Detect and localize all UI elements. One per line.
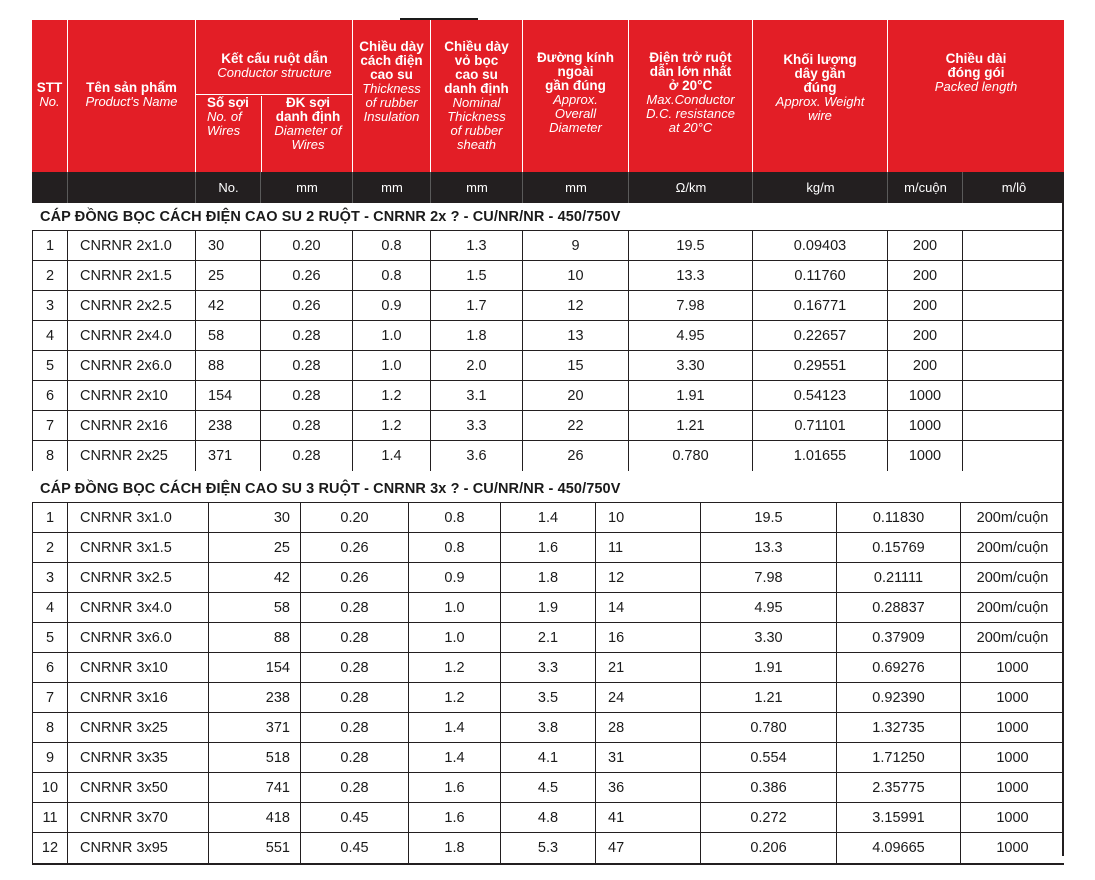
table-cell: 1.6 bbox=[408, 773, 500, 803]
header-packed: Chiều dài đóng gói Packed length bbox=[887, 20, 1064, 172]
table-cell: CNRNR 3x16 bbox=[67, 683, 208, 713]
table-cell: 1.2 bbox=[408, 653, 500, 683]
table-cell: 5.3 bbox=[500, 833, 595, 863]
table-cell: 1.9 bbox=[500, 593, 595, 623]
table-cell: CNRNR 2x4.0 bbox=[67, 321, 195, 351]
table-cell: CNRNR 3x10 bbox=[67, 653, 208, 683]
header-sheath: Chiều dày vỏ bọc cao su danh định Nominal Thickness of rubber sheath bbox=[430, 20, 522, 172]
table-cell: 200m/cuộn bbox=[960, 563, 1064, 593]
table-cell: 0.45 bbox=[300, 803, 408, 833]
table-cell: 14 bbox=[595, 593, 700, 623]
table-cell: 0.71101 bbox=[752, 411, 887, 441]
unit-cell bbox=[67, 172, 196, 203]
table-header bbox=[32, 20, 1064, 172]
table-cell: 1.4 bbox=[408, 713, 500, 743]
table-cell: 200m/cuộn bbox=[960, 503, 1064, 533]
table-cell: 1000 bbox=[960, 683, 1064, 713]
table-cell: 1.4 bbox=[352, 441, 430, 471]
table-cell: 7.98 bbox=[628, 291, 752, 321]
table-cell: 0.28 bbox=[260, 381, 352, 411]
unit-cell: mm bbox=[352, 172, 431, 203]
table-row bbox=[32, 712, 1064, 743]
table-cell: 7.98 bbox=[700, 563, 836, 593]
table-cell: 0.37909 bbox=[836, 623, 960, 653]
table-cell: 154 bbox=[195, 381, 260, 411]
table-cell: CNRNR 3x1.0 bbox=[67, 503, 208, 533]
unit-cell: m/cuộn bbox=[887, 172, 963, 203]
unit-cell bbox=[32, 172, 67, 203]
table-cell: 2 bbox=[32, 261, 67, 291]
table-cell: 1.2 bbox=[352, 411, 430, 441]
table-cell: 0.28 bbox=[300, 683, 408, 713]
table-cell: CNRNR 2x2.5 bbox=[67, 291, 195, 321]
table-cell: 2.0 bbox=[430, 351, 522, 381]
table-row bbox=[32, 682, 1064, 713]
table-cell: 551 bbox=[208, 833, 300, 863]
table-cell: 36 bbox=[595, 773, 700, 803]
table-row bbox=[32, 410, 1064, 441]
table-cell: 200m/cuộn bbox=[960, 593, 1064, 623]
unit-cell: mm bbox=[430, 172, 523, 203]
table-cell: 10 bbox=[595, 503, 700, 533]
table-cell: 25 bbox=[195, 261, 260, 291]
table-cell: 1.6 bbox=[408, 803, 500, 833]
table-cell: 1000 bbox=[960, 653, 1064, 683]
table-cell: 0.28 bbox=[300, 593, 408, 623]
table-cell: 0.554 bbox=[700, 743, 836, 773]
table-row bbox=[32, 772, 1064, 803]
table-row bbox=[32, 440, 1064, 471]
table-cell: 200m/cuộn bbox=[960, 533, 1064, 563]
table-cell: 0.8 bbox=[352, 261, 430, 291]
table-cell: 0.206 bbox=[700, 833, 836, 863]
table-cell: CNRNR 3x95 bbox=[67, 833, 208, 863]
table-cell: CNRNR 3x35 bbox=[67, 743, 208, 773]
table-cell: 371 bbox=[208, 713, 300, 743]
header-wires-en: No. of Wires bbox=[207, 109, 242, 138]
table-cell: 9 bbox=[522, 231, 628, 261]
table-cell: 31 bbox=[595, 743, 700, 773]
table-cell: 1.8 bbox=[408, 833, 500, 863]
table-cell bbox=[962, 351, 1064, 381]
section-title: CÁP ĐỒNG BỌC CÁCH ĐIỆN CAO SU 3 RUỘT - CNRNR 3x ? - CU/NR/NR - 450/750V bbox=[40, 481, 621, 497]
table-cell: 1000 bbox=[887, 441, 962, 471]
table-cell bbox=[962, 231, 1064, 261]
table-cell: 24 bbox=[595, 683, 700, 713]
table-row bbox=[32, 230, 1064, 261]
table-cell: 0.780 bbox=[628, 441, 752, 471]
table-cell: 0.26 bbox=[300, 533, 408, 563]
table-cell: 13 bbox=[522, 321, 628, 351]
table-cell: 1.4 bbox=[500, 503, 595, 533]
table-cell: 1.7 bbox=[430, 291, 522, 321]
table-row bbox=[32, 502, 1064, 533]
table-cell: 1.0 bbox=[352, 351, 430, 381]
table-cell: 0.28837 bbox=[836, 593, 960, 623]
table-cell: 12 bbox=[32, 833, 67, 863]
table-cell: 22 bbox=[522, 411, 628, 441]
table-cell: 8 bbox=[32, 713, 67, 743]
header-diameter-vi: ĐK sợi danh định bbox=[275, 95, 341, 124]
table-cell: 25 bbox=[208, 533, 300, 563]
table-cell: 0.26 bbox=[300, 563, 408, 593]
table-cell: 6 bbox=[32, 653, 67, 683]
table-cell: 3.6 bbox=[430, 441, 522, 471]
table-row bbox=[32, 742, 1064, 773]
table-cell: 21 bbox=[595, 653, 700, 683]
table-cell: 1.91 bbox=[700, 653, 836, 683]
table-cell: 3 bbox=[32, 291, 67, 321]
table-cell: 26 bbox=[522, 441, 628, 471]
table-cell: 19.5 bbox=[700, 503, 836, 533]
table-cell: 12 bbox=[522, 291, 628, 321]
table-cell: 0.28 bbox=[300, 743, 408, 773]
table-cell: 1.21 bbox=[700, 683, 836, 713]
table-cell: 0.9 bbox=[352, 291, 430, 321]
header-insulation: Chiều dày cách điện cao su Thickness of rubber Insulation bbox=[352, 20, 430, 172]
table-cell: 2.35775 bbox=[836, 773, 960, 803]
table-cell: 0.28 bbox=[300, 773, 408, 803]
table-cell: 3.30 bbox=[628, 351, 752, 381]
table-cell: 15 bbox=[522, 351, 628, 381]
section-title: CÁP ĐỒNG BỌC CÁCH ĐIỆN CAO SU 2 RUỘT - CNRNR 2x ? - CU/NR/NR - 450/750V bbox=[40, 209, 621, 225]
table-cell: CNRNR 2x1.5 bbox=[67, 261, 195, 291]
table-cell: 12 bbox=[595, 563, 700, 593]
table-cell: 238 bbox=[208, 683, 300, 713]
table-cell: 4 bbox=[32, 593, 67, 623]
table-cell: 13.3 bbox=[700, 533, 836, 563]
table-row bbox=[32, 320, 1064, 351]
table-cell: 4.8 bbox=[500, 803, 595, 833]
table-cell: 200 bbox=[887, 321, 962, 351]
table-cell: 0.386 bbox=[700, 773, 836, 803]
table-cell: 0.9 bbox=[408, 563, 500, 593]
table-cell: 0.92390 bbox=[836, 683, 960, 713]
table-cell: CNRNR 2x1.0 bbox=[67, 231, 195, 261]
table-cell: 20 bbox=[522, 381, 628, 411]
table-cell bbox=[962, 291, 1064, 321]
table-cell: 4.95 bbox=[700, 593, 836, 623]
table-cell: 10 bbox=[522, 261, 628, 291]
table-cell: 3.8 bbox=[500, 713, 595, 743]
table-cell bbox=[962, 321, 1064, 351]
table-cell: 3.3 bbox=[500, 653, 595, 683]
table-cell: 1000 bbox=[960, 833, 1064, 863]
table-cell: 0.28 bbox=[300, 623, 408, 653]
table-cell: CNRNR 3x25 bbox=[67, 713, 208, 743]
table-cell: 1.0 bbox=[408, 623, 500, 653]
table-cell: 1.32735 bbox=[836, 713, 960, 743]
table-cell: CNRNR 3x6.0 bbox=[67, 623, 208, 653]
unit-cell: mm bbox=[522, 172, 629, 203]
table-cell bbox=[962, 411, 1064, 441]
table-cell: 5 bbox=[32, 623, 67, 653]
table-cell: 0.780 bbox=[700, 713, 836, 743]
table-cell: 28 bbox=[595, 713, 700, 743]
table-cell: 1.4 bbox=[408, 743, 500, 773]
table-cell: 4.5 bbox=[500, 773, 595, 803]
header-overall: Đường kính ngoài gần đúng Approx. Overall Diameter bbox=[522, 20, 628, 172]
table-cell: 42 bbox=[208, 563, 300, 593]
table-cell: CNRNR 3x1.5 bbox=[67, 533, 208, 563]
table-cell: 1.2 bbox=[352, 381, 430, 411]
table-row bbox=[32, 380, 1064, 411]
table-cell: 0.272 bbox=[700, 803, 836, 833]
table-row bbox=[32, 260, 1064, 291]
header-wires-vi: Số sợi bbox=[207, 95, 249, 110]
unit-cell: m/lô bbox=[962, 172, 1065, 203]
table-row bbox=[32, 832, 1064, 865]
table-cell: 1.0 bbox=[408, 593, 500, 623]
table-cell: 1000 bbox=[960, 713, 1064, 743]
table-cell: 3 bbox=[32, 563, 67, 593]
table-cell: 1.21 bbox=[628, 411, 752, 441]
table-cell: 1000 bbox=[960, 773, 1064, 803]
header-resistance: Điện trở ruột dẫn lớn nhất ở 20°C Max.Conductor D.C. resistance at 20°C bbox=[628, 20, 752, 172]
unit-cell: mm bbox=[260, 172, 353, 203]
table-cell bbox=[962, 381, 1064, 411]
table-cell: 0.28 bbox=[260, 351, 352, 381]
table-cell: 0.11830 bbox=[836, 503, 960, 533]
table-cell: 200 bbox=[887, 261, 962, 291]
table-cell: 154 bbox=[208, 653, 300, 683]
table-cell: 4 bbox=[32, 321, 67, 351]
table-row bbox=[32, 290, 1064, 321]
table-cell: 0.45 bbox=[300, 833, 408, 863]
table-cell: 1.6 bbox=[500, 533, 595, 563]
table-cell: CNRNR 2x16 bbox=[67, 411, 195, 441]
table-cell: 0.26 bbox=[260, 291, 352, 321]
table-cell: 0.54123 bbox=[752, 381, 887, 411]
table-cell: CNRNR 3x4.0 bbox=[67, 593, 208, 623]
table-cell: 0.28 bbox=[300, 713, 408, 743]
table-cell: 0.11760 bbox=[752, 261, 887, 291]
table-row bbox=[32, 350, 1064, 381]
unit-cell: Ω/km bbox=[628, 172, 753, 203]
table-cell: 518 bbox=[208, 743, 300, 773]
table-cell: 741 bbox=[208, 773, 300, 803]
table-cell: 1.8 bbox=[500, 563, 595, 593]
table-cell: 3.5 bbox=[500, 683, 595, 713]
table-cell: 0.8 bbox=[408, 533, 500, 563]
table-row bbox=[32, 622, 1064, 653]
table-cell: 16 bbox=[595, 623, 700, 653]
table-cell: 0.20 bbox=[260, 231, 352, 261]
table-cell: 0.20 bbox=[300, 503, 408, 533]
table-cell: 5 bbox=[32, 351, 67, 381]
table-cell: 0.29551 bbox=[752, 351, 887, 381]
table-cell: 0.16771 bbox=[752, 291, 887, 321]
table-cell: 4.09665 bbox=[836, 833, 960, 863]
table-cell: 238 bbox=[195, 411, 260, 441]
table-cell: 200 bbox=[887, 351, 962, 381]
table-cell: 19.5 bbox=[628, 231, 752, 261]
table-cell bbox=[962, 441, 1064, 471]
table-cell: 1000 bbox=[960, 743, 1064, 773]
table-cell: 1.01655 bbox=[752, 441, 887, 471]
table-cell: 11 bbox=[595, 533, 700, 563]
table-cell: CNRNR 2x10 bbox=[67, 381, 195, 411]
unit-bar bbox=[32, 172, 1064, 203]
table-cell: 1.8 bbox=[430, 321, 522, 351]
table-cell: 0.28 bbox=[260, 411, 352, 441]
table-cell: 0.09403 bbox=[752, 231, 887, 261]
table-cell: CNRNR 3x70 bbox=[67, 803, 208, 833]
table-cell: 8 bbox=[32, 441, 67, 471]
table-cell: 0.21111 bbox=[836, 563, 960, 593]
table-cell: 1 bbox=[32, 503, 67, 533]
table-cell: 88 bbox=[195, 351, 260, 381]
table-cell: 30 bbox=[208, 503, 300, 533]
table-cell: CNRNR 2x25 bbox=[67, 441, 195, 471]
table-cell: 30 bbox=[195, 231, 260, 261]
table-cell: 1000 bbox=[887, 381, 962, 411]
table-cell: 3.30 bbox=[700, 623, 836, 653]
header-weight: Khối lượng dây gần đúng Approx. Weight wire bbox=[752, 20, 887, 172]
table-cell: 1000 bbox=[960, 803, 1064, 833]
table-cell: CNRNR 2x6.0 bbox=[67, 351, 195, 381]
header-diameter-en: Diameter of Wires bbox=[274, 123, 342, 152]
table-cell: 58 bbox=[208, 593, 300, 623]
header-stt: STT No. bbox=[36, 80, 63, 109]
table-cell: 200m/cuộn bbox=[960, 623, 1064, 653]
table-cell: 3.1 bbox=[430, 381, 522, 411]
table-cell: CNRNR 3x50 bbox=[67, 773, 208, 803]
table-cell: 1.71250 bbox=[836, 743, 960, 773]
table-cell: 1 bbox=[32, 231, 67, 261]
table-right-border bbox=[1062, 203, 1064, 856]
table-cell: 4.1 bbox=[500, 743, 595, 773]
table-cell bbox=[962, 261, 1064, 291]
table-cell: 1.0 bbox=[352, 321, 430, 351]
table-cell: 6 bbox=[32, 381, 67, 411]
table-cell: 1.3 bbox=[430, 231, 522, 261]
table-cell: 1.5 bbox=[430, 261, 522, 291]
table-row bbox=[32, 802, 1064, 833]
table-cell: 0.22657 bbox=[752, 321, 887, 351]
table-row bbox=[32, 562, 1064, 593]
unit-cell: kg/m bbox=[752, 172, 888, 203]
table-cell: 1000 bbox=[887, 411, 962, 441]
table-cell: 0.28 bbox=[260, 441, 352, 471]
header-structure: Kết cấu ruột dẫn Conductor structure Số sợi No. of Wires ĐK sợi danh định Diameter of Wires bbox=[195, 20, 353, 172]
table-cell: 88 bbox=[208, 623, 300, 653]
spec-table bbox=[32, 20, 1064, 856]
table-cell: 10 bbox=[32, 773, 67, 803]
table-cell: 58 bbox=[195, 321, 260, 351]
table-cell: 1.91 bbox=[628, 381, 752, 411]
table-cell: 41 bbox=[595, 803, 700, 833]
table-cell: 0.15769 bbox=[836, 533, 960, 563]
table-cell: 2 bbox=[32, 533, 67, 563]
table-cell: 7 bbox=[32, 411, 67, 441]
table-cell: 418 bbox=[208, 803, 300, 833]
table-cell: 0.28 bbox=[260, 321, 352, 351]
table-cell: CNRNR 3x2.5 bbox=[67, 563, 208, 593]
table-cell: 0.28 bbox=[300, 653, 408, 683]
table-cell: 4.95 bbox=[628, 321, 752, 351]
table-cell: 0.8 bbox=[408, 503, 500, 533]
table-row bbox=[32, 592, 1064, 623]
table-cell: 200 bbox=[887, 291, 962, 321]
table-cell: 42 bbox=[195, 291, 260, 321]
table-row bbox=[32, 652, 1064, 683]
table-cell: 7 bbox=[32, 683, 67, 713]
table-cell: 0.26 bbox=[260, 261, 352, 291]
table-cell: 47 bbox=[595, 833, 700, 863]
table-cell: 3.15991 bbox=[836, 803, 960, 833]
table-cell: 11 bbox=[32, 803, 67, 833]
header-name: Tên sản phẩm Product's Name bbox=[67, 20, 195, 172]
table-row bbox=[32, 532, 1064, 563]
table-cell: 1.2 bbox=[408, 683, 500, 713]
table-cell: 0.8 bbox=[352, 231, 430, 261]
table-cell: 9 bbox=[32, 743, 67, 773]
table-cell: 13.3 bbox=[628, 261, 752, 291]
table-cell: 2.1 bbox=[500, 623, 595, 653]
table-cell: 0.69276 bbox=[836, 653, 960, 683]
table-cell: 371 bbox=[195, 441, 260, 471]
table-cell: 200 bbox=[887, 231, 962, 261]
unit-cell: No. bbox=[195, 172, 261, 203]
table-cell: 3.3 bbox=[430, 411, 522, 441]
